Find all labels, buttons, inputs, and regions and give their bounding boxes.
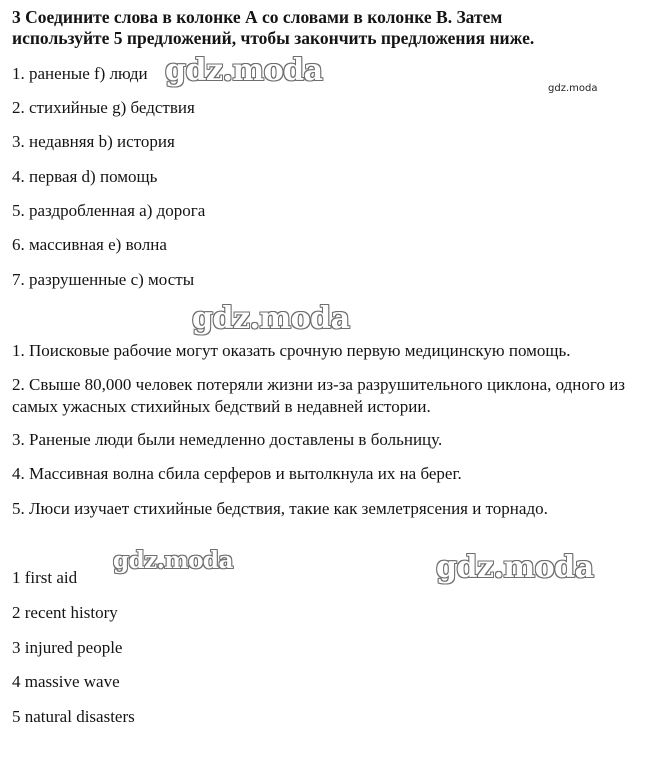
match-item: 2. стихийные g) бедствия	[12, 98, 195, 117]
watermark-logo: gdz.moda	[165, 53, 323, 88]
sentence-item: 3. Раненые люди были немедленно доставлены в больницу.	[12, 430, 443, 449]
match-item: 7. разрушенные c) мосты	[12, 270, 195, 289]
answer-item: 5 natural disasters	[12, 707, 135, 726]
answer-item: 4 massive wave	[12, 672, 120, 691]
heading-line-1: 3 Соедините слова в колонке А со словами в колонке В. Затем	[12, 7, 503, 27]
match-item: 3. недавняя b) история	[12, 132, 175, 151]
heading-line-2: используйте 5 предложений, чтобы закончить предложения ниже.	[12, 28, 535, 48]
sentence-item: 5. Люси изучает стихийные бедствия, такие как землетрясения и торнадо.	[12, 499, 548, 518]
answer-item: 3 injured people	[12, 638, 123, 657]
match-item: 5. раздробленная a) дорога	[12, 201, 206, 220]
watermark-logo: gdz.moda	[113, 547, 233, 574]
match-item: 4. первая d) помощь	[12, 167, 158, 186]
answer-item: 1 first aid	[12, 568, 78, 587]
match-item: 6. массивная e) волна	[12, 235, 167, 254]
answer-item: 2 recent history	[12, 603, 118, 622]
sentence-item: 4. Массивная волна сбила серферов и вытолкнула их на берег.	[12, 464, 462, 483]
sentence-item: 2. Свыше 80,000 человек потеряли жизни из-за разрушительного циклона, одного из самых ужасных стихийных бедствий в недавней истории.	[12, 375, 626, 416]
exercise-heading	[12, 7, 642, 49]
watermark-logo-small: gdz.moda	[548, 83, 598, 94]
sentence-item: 1. Поисковые рабочие могут оказать срочную первую медицинскую помощь.	[12, 341, 571, 360]
match-item: 1. раненые f) люди	[12, 64, 148, 83]
watermark-logo: gdz.moda	[436, 550, 594, 585]
watermark-logo: gdz.moda	[192, 301, 350, 336]
